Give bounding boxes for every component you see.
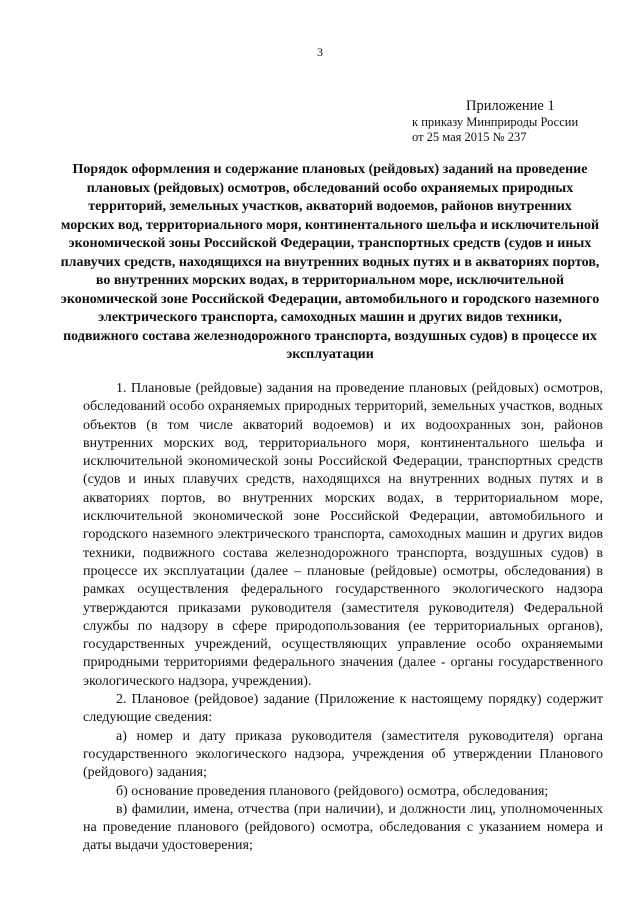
- paragraph-2: 2. Плановое (рейдовое) задание (Приложение к настоящему порядку) содержит следующие сведения:: [83, 692, 603, 726]
- page-number: 3: [317, 45, 323, 59]
- document-body: [83, 380, 603, 856]
- appendix-title: Приложение 1: [466, 98, 555, 114]
- appendix-order-reference: к приказу Минприроды России: [412, 115, 579, 129]
- paragraph-2c: в) фамилии, имена, отчества (при наличии), и должности лиц, уполномоченных на проведение планового (рейдового) осмотра, обследования с указанием номера и даты выдачи удостоверения;: [83, 801, 603, 854]
- appendix-order-date: от 25 мая 2015 № 237: [412, 130, 527, 144]
- document-title: Порядок оформления и содержание плановых (рейдовых) заданий на проведение плановых (рейдовых) осмотров, обследований особо охраняемых природных территорий, земельных участков, акваторий водоемов, районов внутренних морских вод, территориального моря, континентального шельфа и исключительной экономической зоны Российской Федерации, транспортных средств (судов и иных плавучих средств, находящихся на внутренних водных путях и в акваториях портов, во внутренних морских водах, в территориальном море, исключительной экономической зоне Российской Федерации, автомобильного и городского наземного электрического транспорта, самоходных машин и других видов техники, подвижного состава железнодорожного транспорта, воздушных судов) в процессе их эксплуатации: [60, 162, 600, 362]
- appendix-block: [412, 98, 612, 145]
- paragraph-2a: а) номер и дату приказа руководителя (заместителя руководителя) органа государственного экологического надзора, учреждения об утверждении Планового (рейдового) задания;: [83, 728, 603, 781]
- paragraph-2b: б) основание проведения планового (рейдового) осмотра, обследования;: [116, 783, 549, 799]
- paragraph-1: 1. Плановые (рейдовые) задания на проведение плановых (рейдовых) осмотров, обследований особо охраняемых природных территорий, земельных участков, водных объектов (в том числе акваторий водоемов) и их водоохранных зон, районов внутренних морских вод, территориального моря, континентального шельфа и исключительной экономической зоны Российской Федерации, транспортных средств (судов и иных плавучих средств, находящихся на внутренних водных путях и в акваториях портов, во внутренних морских водах, в территориальном море, исключительной экономической зоне Российской Федерации, автомобильного и городского наземного электрического транспорта, самоходных машин и других видов техники, подвижного состава железнодорожного транспорта, воздушных судов) в процессе их эксплуатации (далее – плановые (рейдовые) осмотры, обследования) в рамках осуществления федерального государственного экологического надзора утверждаются приказами руководителя (заместителя руководителя) Федеральной службы по надзору в сфере природопользования (ее территориальных органов), государственных учреждений, осуществляющих управление особо охраняемыми природными территориями федерального значения (далее - органы государственного экологического надзора, учреждения).: [83, 381, 603, 689]
